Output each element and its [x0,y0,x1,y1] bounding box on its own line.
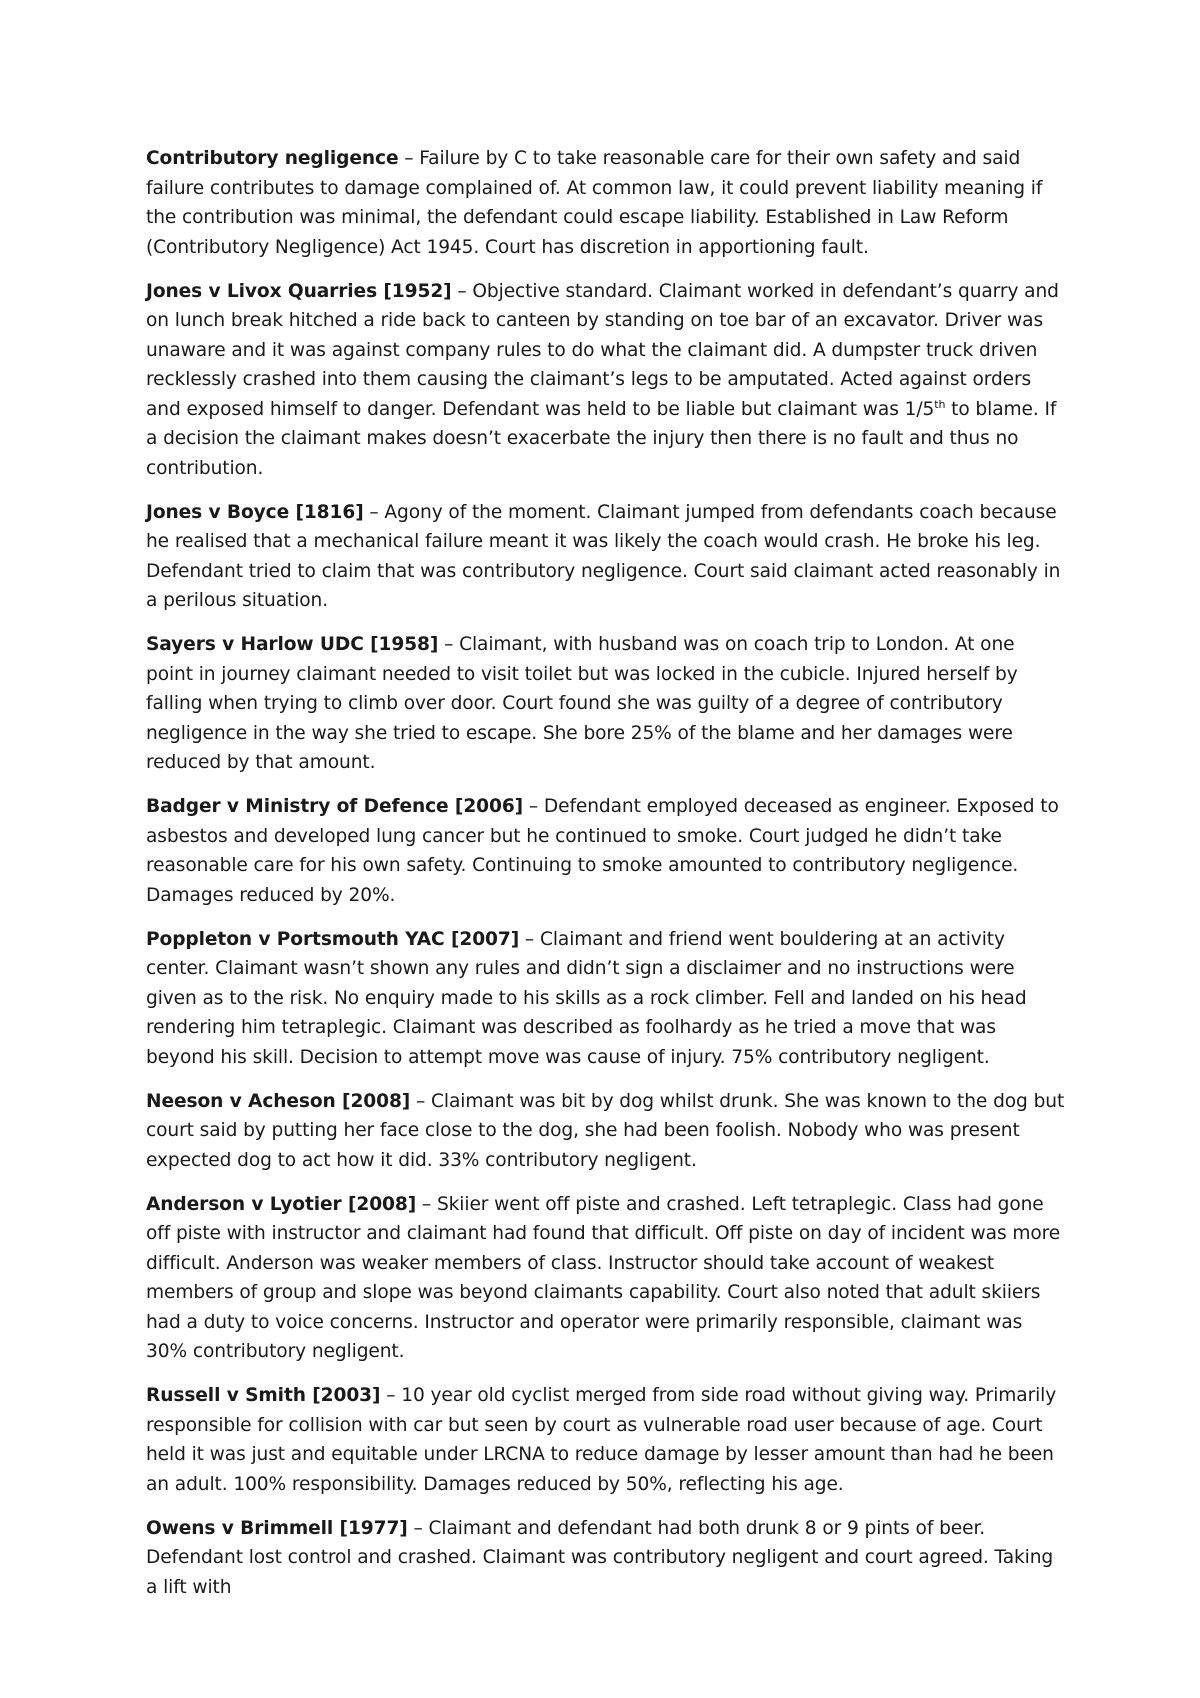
case-title: Jones v Livox Quarries [1952] [146,280,452,302]
paragraph-text-continued: to blame. If a decision the claimant makes doesn’t exacerbate the injury then there is no fault and thus no contribution. [146,398,1057,479]
separator: – [363,501,385,523]
separator: – [451,280,473,302]
paragraph-contributory-negligence [146,144,1066,262]
paragraph-anderson-v-lyotier [146,1190,1066,1367]
paragraph-text: Skiier went off piste and crashed. Left tetraplegic. Class had gone off piste with instructor and claimant had found that difficult. Off piste on day of incident was more difficult. Anderson was weaker members of class. Instructor should take account of weakest members of group and slope was beyond claimants capability. Court also noted that adult skiiers had a duty to voice concerns. Instructor and operator were primarily responsible, claimant was 30% contributory negligent. [146,1193,1061,1362]
case-title: Poppleton v Portsmouth YAC [2007] [146,928,520,950]
paragraph-text: Claimant and friend went bouldering at an activity center. Claimant wasn’t shown any rules and didn’t sign a disclaimer and no instructions were given as to the risk. No enquiry made to his skills as a rock climber. Fell and landed on his head rendering him tetraplegic. Claimant was described as foolhardy as he tried a move that was beyond his skill. Decision to attempt move was cause of injury. 75% contributory negligent. [146,928,1027,1068]
term-title: Contributory negligence [146,148,399,169]
paragraph-text: Claimant was bit by dog whilst drunk. She was known to the dog but court said by putting her face close to the dog, she had been foolish. Nobody who was present expected dog to act how it did. 33% contributory negligent. [146,1090,1065,1171]
separator: – [380,1385,402,1406]
case-title: Badger v Ministry of Defence [2006] [146,796,524,817]
paragraph-owens-v-brimmell [146,1514,1066,1603]
separator: – [438,634,460,655]
paragraph-text: Objective standard. Claimant worked in defendant’s quarry and on lunch break hitched a ride back to canteen by standing on toe bar of an excavator. Driver was unaware and it was against company rules to do what the claimant did. A dumpster truck driven recklessly crashed into them causing the claimant’s legs to be amputated. Acted against orders and exposed himself to danger. Defendant was held to be liable but claimant was 1/5 [146,280,1059,420]
paragraph-badger-v-mod [146,792,1066,910]
paragraph-russell-v-smith [146,1381,1066,1499]
separator: – [416,1193,437,1215]
paragraph-text: Claimant and defendant had both drunk 8 or 9 pints of beer. Defendant lost control and crashed. Claimant was contributory negligent and court agreed. Taking a lift with [146,1517,1054,1598]
separator: – [410,1090,432,1112]
case-title: Russell v Smith [2003] [146,1385,381,1406]
case-title: Neeson v Acheson [2008] [146,1090,411,1112]
paragraph-text: Agony of the moment. Claimant jumped from defendants coach because he realised that a mechanical failure meant it was likely the coach would crash. He broke his leg. Defendant tried to claim that was contributory negligence. Court said claimant acted reasonably in a perilous situation. [146,501,1061,611]
paragraph-text: 10 year old cyclist merged from side road without giving way. Primarily responsible for collision with car but seen by court as vulnerable road user because of age. Court held it was just and equitable under LRCNA to reduce damage by lesser amount than had he been an adult. 100% responsibility. Damages reduced by 50%, reflecting his age. [146,1385,1057,1495]
paragraph-text: Failure by C to take reasonable care for their own safety and said failure contributes to damage complained of. At common law, it could prevent liability meaning if the contribution was minimal, the defendant could escape liability. Established in Law Reform (Contributory Negligence) Act 1945. Court has discretion in apportioning fault. [146,148,1043,258]
case-title: Jones v Boyce [1816] [146,501,364,523]
paragraph-jones-v-livox [146,277,1066,484]
separator: – [523,796,544,817]
separator: – [407,1517,429,1539]
paragraph-jones-v-boyce [146,498,1066,616]
case-title: Sayers v Harlow UDC [1958] [146,634,439,655]
paragraph-sayers-v-harlow [146,630,1066,778]
paragraph-neeson-v-acheson [146,1087,1066,1176]
document-page [146,144,1066,1617]
superscript: th [934,397,946,411]
paragraph-text: Defendant employed deceased as engineer. Exposed to asbestos and developed lung cancer but he continued to smoke. Court judged he didn’t take reasonable care for his own safety. Continuing to smoke amounted to contributory negligence. Damages reduced by 20%. [146,796,1059,906]
separator: – [398,148,420,169]
separator: – [519,928,540,950]
case-title: Owens v Brimmell [1977] [146,1517,408,1539]
paragraph-poppleton-v-portsmouth [146,925,1066,1073]
paragraph-text: Claimant, with husband was on coach trip to London. At one point in journey claimant needed to visit toilet but was locked in the cubicle. Injured herself by falling when trying to climb over door. Court found she was guilty of a degree of contributory negligence in the way she tried to escape. She bore 25% of the blame and her damages were reduced by that amount. [146,634,1018,773]
case-title: Anderson v Lyotier [2008] [146,1193,417,1215]
